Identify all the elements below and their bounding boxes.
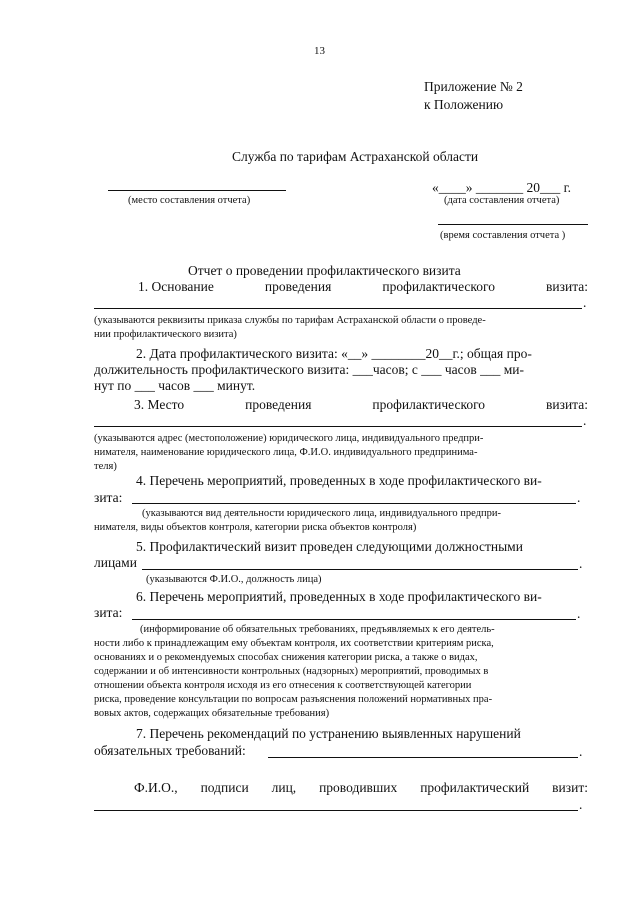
item-1-note-1: (указываются реквизиты приказа службы по тарифам Астраханской области о проведе- xyxy=(94,315,486,326)
item-1-fill-line xyxy=(94,308,582,309)
signatures-fill-line xyxy=(94,810,578,811)
word: 1. Основание xyxy=(138,279,214,294)
item-6-note-2: ности либо к принадлежащим ему объектам контроля, их соответствии критериям риска, xyxy=(94,638,494,649)
item-6-note-4: содержании и об интенсивности контрольных (надзорных) мероприятий, проводимых в xyxy=(94,666,489,677)
item-3-trail: . xyxy=(583,413,587,428)
word: профилактического xyxy=(382,279,495,294)
item-6-note-6: риска, проведение консультации по вопросам разъяснения положений нормативных пра- xyxy=(94,694,493,705)
time-line xyxy=(438,224,588,225)
word: лиц, xyxy=(271,780,297,795)
item-6-line-2: зита: xyxy=(94,605,123,620)
item-7-trail: . xyxy=(579,744,583,759)
item-2-line-3: нут по ___ часов ___ минут. xyxy=(94,378,256,393)
item-1-heading xyxy=(138,278,588,295)
place-line xyxy=(108,190,286,191)
item-7-line-2: обязательных требований: xyxy=(94,743,246,758)
report-title: Отчет о проведении профилактического визита xyxy=(188,263,461,278)
signatures-heading xyxy=(134,779,588,796)
item-3-note-3: теля) xyxy=(94,461,117,472)
item-4-line-2: зита: xyxy=(94,490,123,505)
item-7-line-1: 7. Перечень рекомендаций по устранению выявленных нарушений xyxy=(136,726,521,741)
signatures-trail: . xyxy=(579,797,583,812)
item-1-trail: . xyxy=(583,295,587,310)
agency-name: Служба по тарифам Астраханской области xyxy=(232,149,479,164)
item-6-note-7: вовых актов, содержащих обязательные требования) xyxy=(94,708,330,719)
date-template: «____» _______ 20___ г. xyxy=(432,180,572,195)
time-caption: (время составления отчета ) xyxy=(440,230,566,241)
item-6-trail: . xyxy=(577,606,581,621)
word: проводивших xyxy=(319,780,398,795)
item-3-note-2: нимателя, наименование юридического лица, Ф.И.О. индивидуального предпринима- xyxy=(94,447,478,458)
item-3-note-1: (указываются адрес (местоположение) юридического лица, индивидуального предпри- xyxy=(94,433,484,444)
item-5-note: (указываются Ф.И.О., должность лица) xyxy=(146,574,322,585)
item-6-note-5: отношении объекта контроля исходя из его отнесения к соответствующей категории xyxy=(94,680,472,691)
item-6-note-3: основаниях и о рекомендуемых способах снижения категории риска, а также о видах, xyxy=(94,652,478,663)
item-6-note-1: (информирование об обязательных требованиях, предъявляемых к его деятель- xyxy=(140,624,495,635)
page-number: 13 xyxy=(314,45,325,57)
item-6-line-1: 6. Перечень мероприятий, проведенных в ходе профилактического ви- xyxy=(136,589,542,604)
item-7-fill-line xyxy=(268,757,578,758)
item-2-line-1: 2. Дата профилактического визита: «__» ________20__г.; общая про- xyxy=(136,346,532,361)
item-1-note-2: нии профилактического визита) xyxy=(94,329,237,340)
word: визита: xyxy=(546,279,588,294)
word: профилактического xyxy=(372,397,486,412)
word: проведения xyxy=(264,279,332,294)
item-5-trail: . xyxy=(579,556,583,571)
item-5-line-1: 5. Профилактический визит проведен следующими должностными xyxy=(136,539,523,554)
item-3-fill-line xyxy=(94,426,582,427)
item-6-fill-line xyxy=(132,619,576,620)
date-caption: (дата составления отчета) xyxy=(444,195,560,206)
item-5-fill-line xyxy=(142,569,578,570)
word: 3. Место xyxy=(134,397,185,412)
item-4-trail: . xyxy=(577,490,581,505)
word: подписи xyxy=(200,780,249,795)
item-2-line-2: должительность профилактического визита: ___часов; с ___ часов ___ ми- xyxy=(94,362,525,377)
word: визит: xyxy=(552,780,588,795)
item-5-line-2: лицами xyxy=(94,555,137,570)
word: Ф.И.О., xyxy=(134,780,178,795)
item-3-heading xyxy=(134,396,588,413)
word: проведения xyxy=(245,397,312,412)
place-caption: (место составления отчета) xyxy=(128,195,251,206)
item-4-note-1: (указываются вид деятельности юридического лица, индивидуального предпри- xyxy=(142,508,502,519)
item-4-line-1: 4. Перечень мероприятий, проведенных в ходе профилактического ви- xyxy=(136,473,542,488)
word: профилактический xyxy=(420,780,530,795)
appendix-line-2: к Положению xyxy=(424,97,504,112)
word: визита: xyxy=(546,397,588,412)
item-4-fill-line xyxy=(132,503,576,504)
appendix-line-1: Приложение № 2 xyxy=(424,79,523,94)
item-4-note-2: нимателя, виды объектов контроля, категории риска объектов контроля) xyxy=(94,522,417,533)
